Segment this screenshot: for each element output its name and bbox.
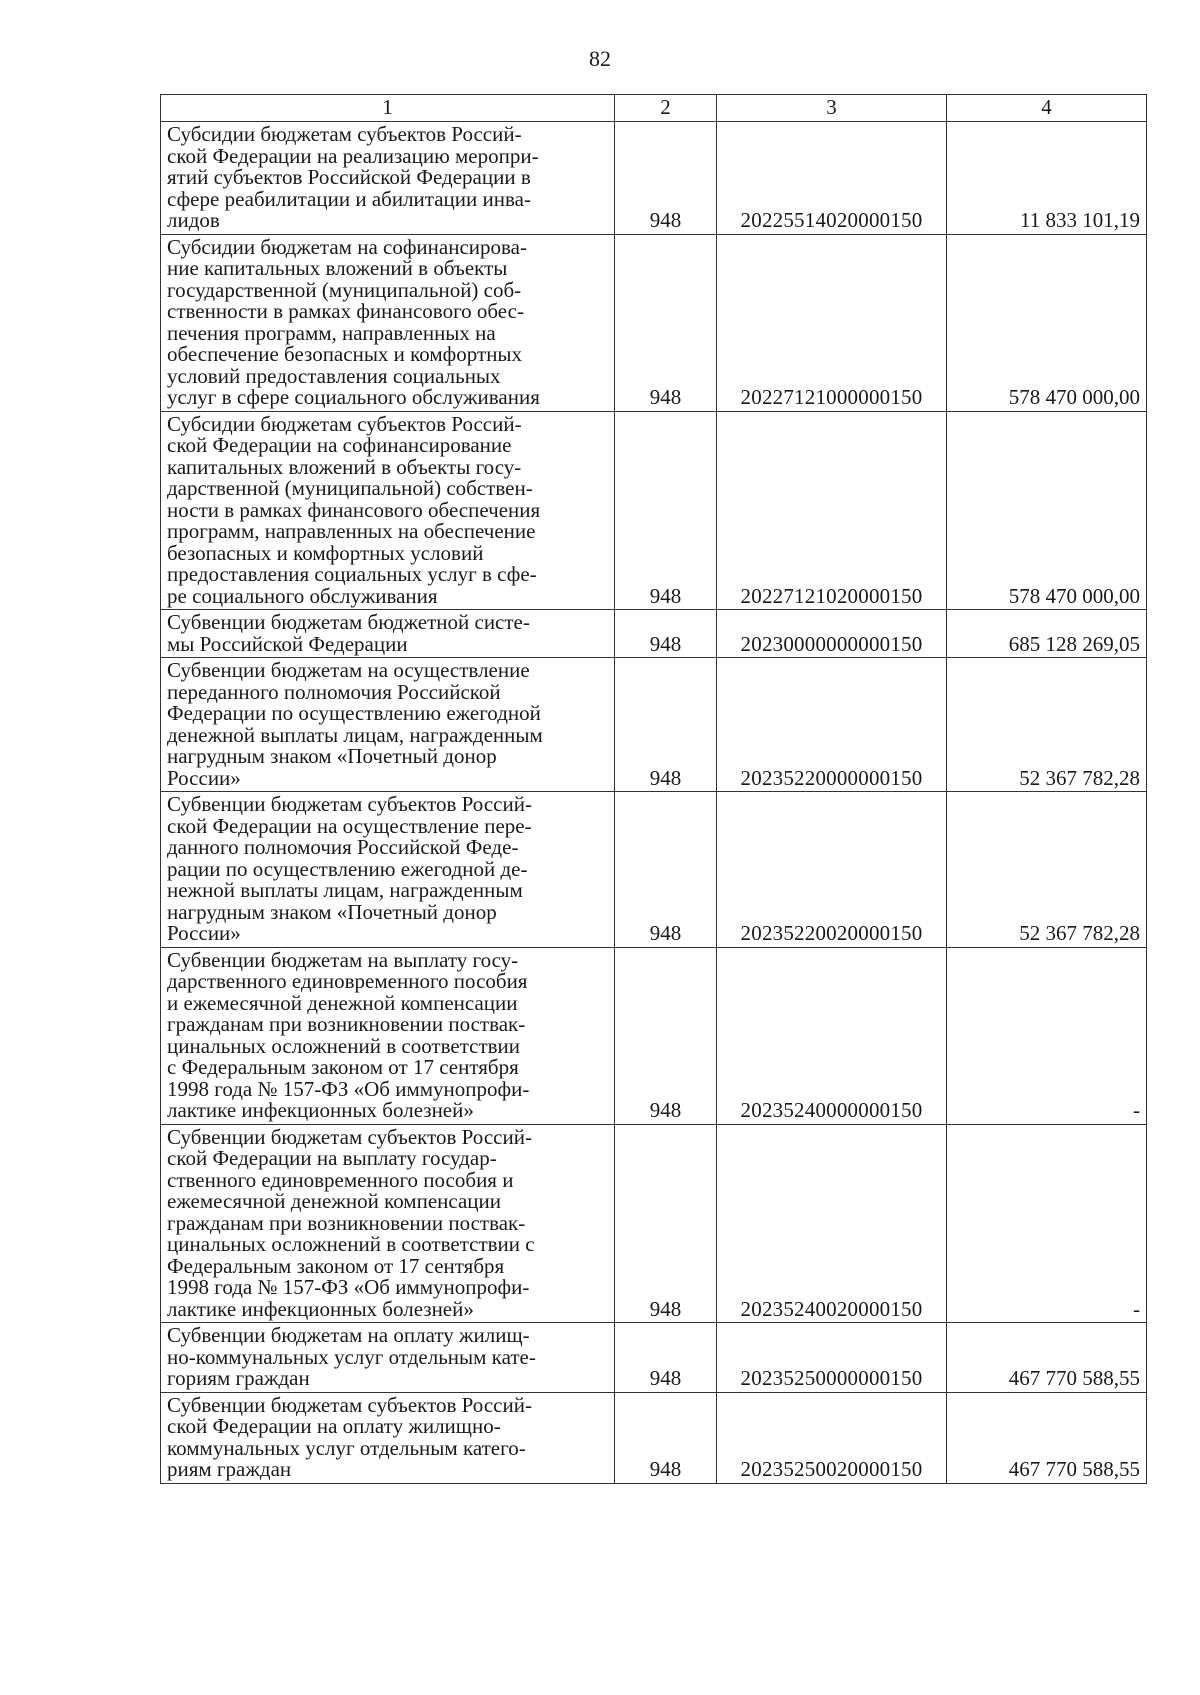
table-row — [161, 792, 1147, 948]
admin-code: 948 — [615, 1124, 717, 1323]
budget-code: 20235220000000150 — [717, 658, 947, 792]
row-description: Субвенции бюджетам на осуществление переданного полномочия Российской Федерации по осуществлению ежегодной денежной выплаты лицам, награжденным нагрудным знаком «Почетный донор России» — [161, 658, 615, 792]
admin-code: 948 — [615, 122, 717, 235]
column-header: 2 — [615, 95, 717, 122]
table-row — [161, 610, 1147, 658]
row-description: Субвенции бюджетам субъектов Россий- ской Федерации на оплату жилищно- коммунальных услуг отдельным катего- риям граждан — [161, 1392, 615, 1483]
admin-code: 948 — [615, 658, 717, 792]
row-description: Субвенции бюджетам бюджетной систе- мы Российской Федерации — [161, 610, 615, 658]
row-description: Субсидии бюджетам на софинансирова- ние капитальных вложений в объекты государственной (муниципальной) соб- ственности в рамках финансового обес- печения программ, направленных на обеспечение безопасных и комфортных условий предоставления социальных услуг в сфере социального обслуживания — [161, 234, 615, 411]
admin-code: 948 — [615, 234, 717, 411]
budget-code: 20235250000000150 — [717, 1323, 947, 1393]
amount: 52 367 782,28 — [947, 792, 1147, 948]
admin-code: 948 — [615, 1392, 717, 1483]
row-description: Субсидии бюджетам субъектов Россий- ской Федерации на реализацию меропри- ятий субъектов Российской Федерации в сфере реабилитации и абилитации инва- лидов — [161, 122, 615, 235]
budget-code: 20235240000000150 — [717, 947, 947, 1124]
amount: 52 367 782,28 — [947, 658, 1147, 792]
admin-code: 948 — [615, 411, 717, 610]
amount: - — [947, 947, 1147, 1124]
amount: 467 770 588,55 — [947, 1392, 1147, 1483]
budget-revenue-table — [160, 94, 1147, 1484]
admin-code: 948 — [615, 792, 717, 948]
column-header: 3 — [717, 95, 947, 122]
budget-code: 20227121000000150 — [717, 234, 947, 411]
table-row — [161, 1323, 1147, 1393]
row-description: Субвенции бюджетам субъектов Россий- ской Федерации на осуществление пере- данного полномочия Российской Феде- рации по осуществлению ежегодной де- нежной выплаты лицам, награжденным нагрудным знаком «Почетный донор России» — [161, 792, 615, 948]
budget-code: 20235250020000150 — [717, 1392, 947, 1483]
table-row — [161, 658, 1147, 792]
table-row — [161, 1124, 1147, 1323]
table-header-row — [161, 95, 1147, 122]
amount: 467 770 588,55 — [947, 1323, 1147, 1393]
row-description: Субсидии бюджетам субъектов Россий- ской Федерации на софинансирование капитальных вложений в объекты госу- дарственной (муниципальной) собствен- ности в рамках финансового обеспечения программ, направленных на обеспечение безопасных и комфортных условий предоставления социальных услуг в сфе- ре социального обслуживания — [161, 411, 615, 610]
budget-code: 20230000000000150 — [717, 610, 947, 658]
column-header: 4 — [947, 95, 1147, 122]
table-row — [161, 947, 1147, 1124]
row-description: Субвенции бюджетам на выплату госу- дарственного единовременного пособия и ежемесячной денежной компенсации гражданам при возникновении поствак- цинальных осложнений в соответствии с Федеральным законом от 17 сентября 1998 года № 157-ФЗ «Об иммунопрофи- лактике инфекционных болезней» — [161, 947, 615, 1124]
admin-code: 948 — [615, 1323, 717, 1393]
budget-code: 20235240020000150 — [717, 1124, 947, 1323]
budget-code: 20225514020000150 — [717, 122, 947, 235]
amount: 578 470 000,00 — [947, 411, 1147, 610]
table-row — [161, 411, 1147, 610]
amount: 11 833 101,19 — [947, 122, 1147, 235]
table-row — [161, 1392, 1147, 1483]
budget-code: 20227121020000150 — [717, 411, 947, 610]
budget-code: 20235220020000150 — [717, 792, 947, 948]
column-header: 1 — [161, 95, 615, 122]
admin-code: 948 — [615, 610, 717, 658]
amount: 685 128 269,05 — [947, 610, 1147, 658]
amount: 578 470 000,00 — [947, 234, 1147, 411]
page-number: 82 — [589, 46, 611, 71]
row-description: Субвенции бюджетам субъектов Россий- ской Федерации на выплату государ- ственного единовременного пособия и ежемесячной денежной компенсации гражданам при возникновении поствак- цинальных осложнений в соответствии с Федеральным законом от 17 сентября 1998 года № 157-ФЗ «Об иммунопрофи- лактике инфекционных болезней» — [161, 1124, 615, 1323]
amount: - — [947, 1124, 1147, 1323]
row-description: Субвенции бюджетам на оплату жилищ- но-коммунальных услуг отдельным кате- гориям граждан — [161, 1323, 615, 1393]
table-row — [161, 122, 1147, 235]
admin-code: 948 — [615, 947, 717, 1124]
table-row — [161, 234, 1147, 411]
